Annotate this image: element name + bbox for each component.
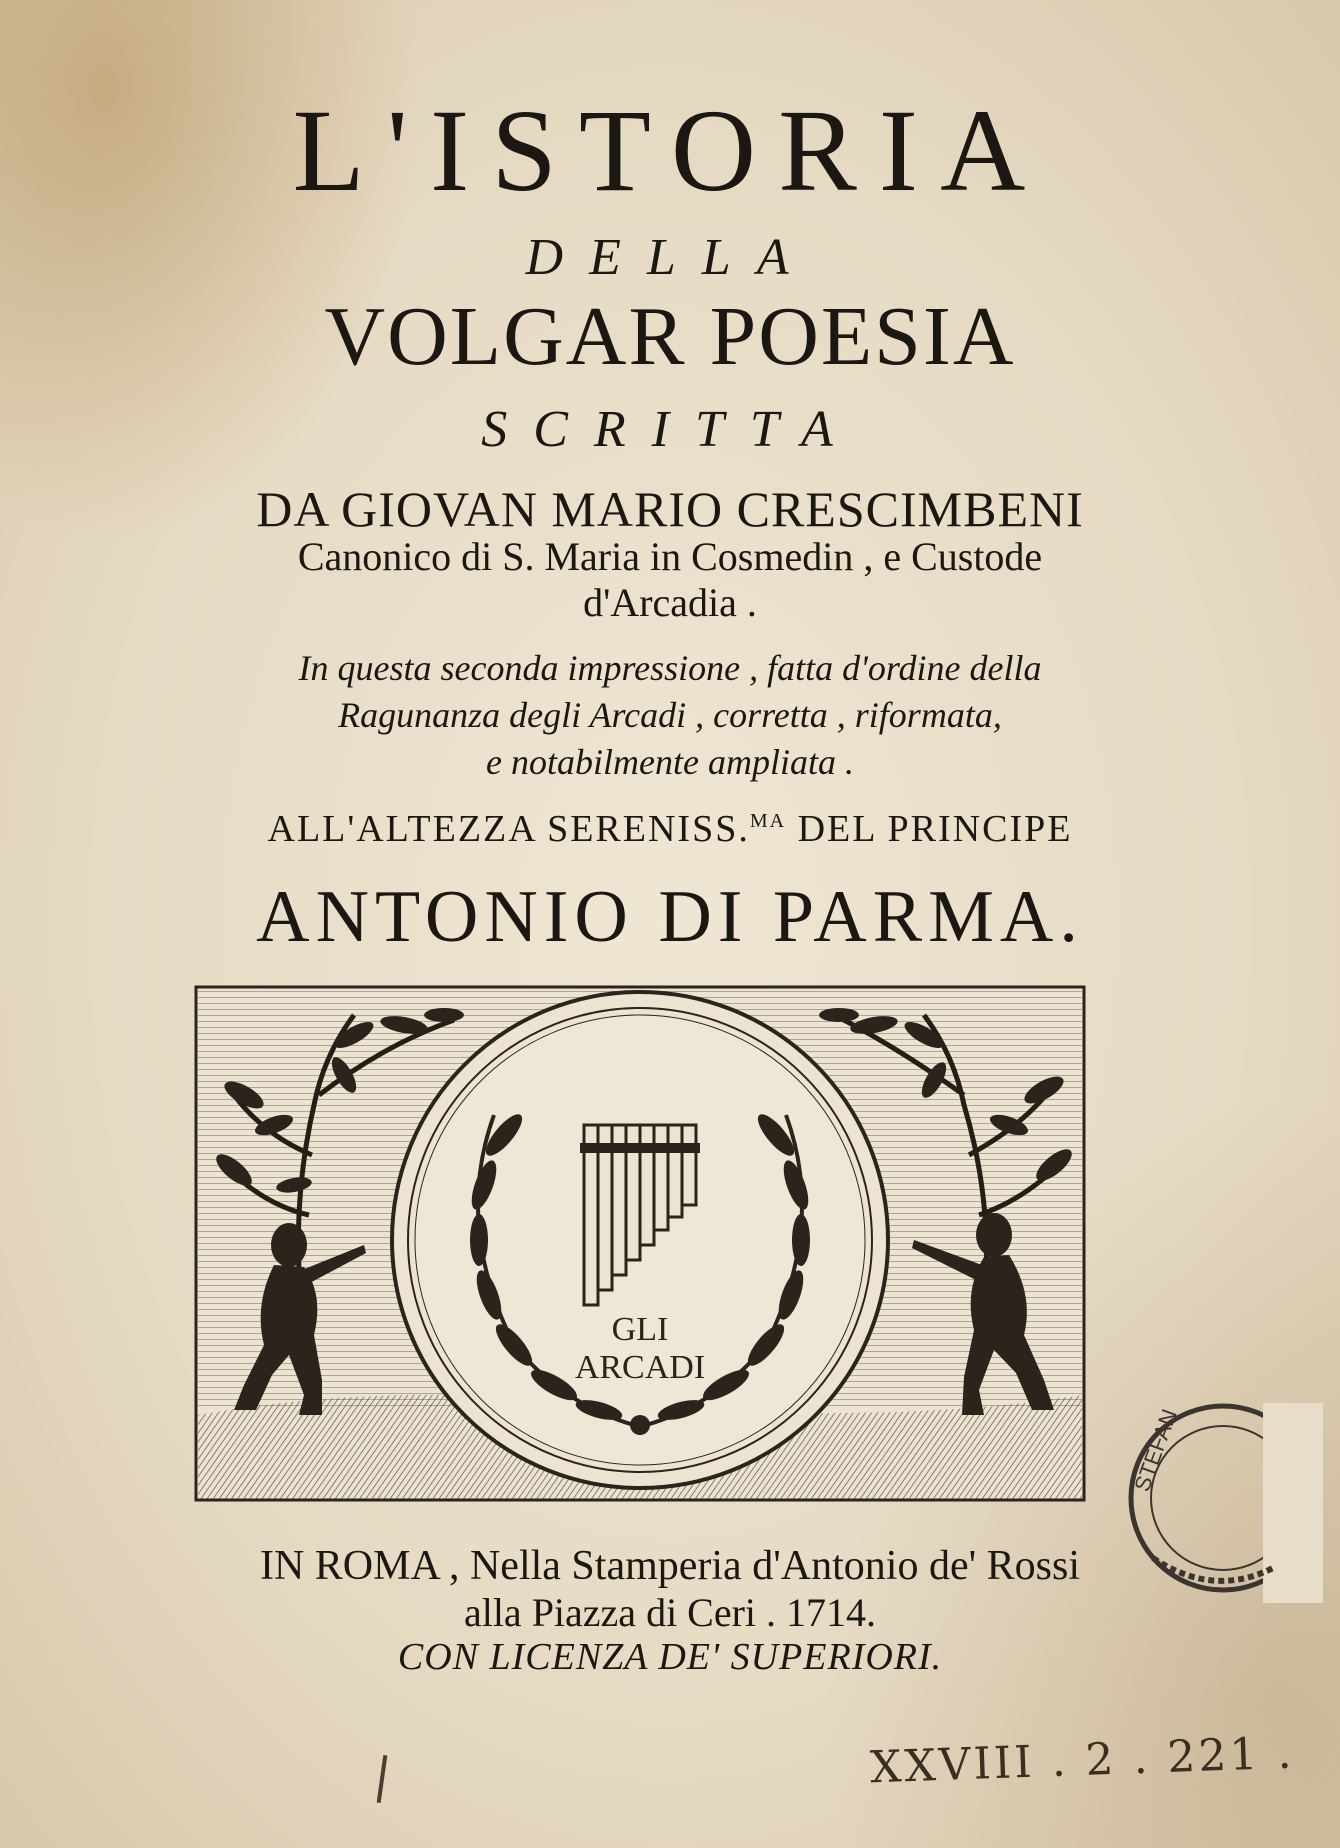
dedication-post: DEL PRINCIPE — [786, 808, 1073, 850]
edition-note-line2: Ragunanza degli Arcadi , corretta , riformata, — [338, 695, 1002, 735]
dedicatee-name: ANTONIO DI PARMA. — [256, 876, 1084, 958]
imprint-line3: CON LICENZA DE' SUPERIORI. — [397, 1636, 943, 1678]
imprint-line2: alla Piazza di Ceri . 1714. — [463, 1590, 877, 1635]
stamp-text: STEFAN — [1129, 1405, 1182, 1495]
dedication-sup: MA — [749, 810, 787, 832]
emblem-line1: GLI — [611, 1311, 669, 1348]
edition-note-line3: e notabilmente ampliata . — [486, 742, 854, 782]
title-della: DELLA — [525, 229, 815, 286]
dedication-pre: ALL'ALTEZZA SERENISS. — [267, 808, 750, 850]
emblem-line2: ARCADI — [574, 1349, 706, 1386]
panpipes-wreath-emblem-icon — [194, 985, 1086, 1502]
title-istoria: L'ISTORIA — [292, 85, 1048, 216]
title-scritta: SCRITTA — [481, 401, 859, 458]
library-stamp-icon — [1093, 1383, 1323, 1603]
author-role-line2: d'Arcadia . — [583, 580, 757, 625]
shelfmark: XXVIII . 2 . 221 . — [869, 1727, 1296, 1794]
imprint-line1: IN ROMA , Nella Stamperia d'Antonio de' Rossi — [259, 1543, 1081, 1589]
edition-note-line1: In questa seconda impressione , fatta d'ordine della — [298, 648, 1042, 688]
title-volgar-poesia: VOLGAR POESIA — [324, 290, 1016, 383]
author-line: DA GIOVAN MARIO CRESCIMBENI — [256, 481, 1084, 537]
dedication-line — [0, 810, 1340, 848]
pencil-tick-mark — [377, 1755, 388, 1803]
author-role-line1: Canonico di S. Maria in Cosmedin , e Custode — [297, 534, 1043, 579]
